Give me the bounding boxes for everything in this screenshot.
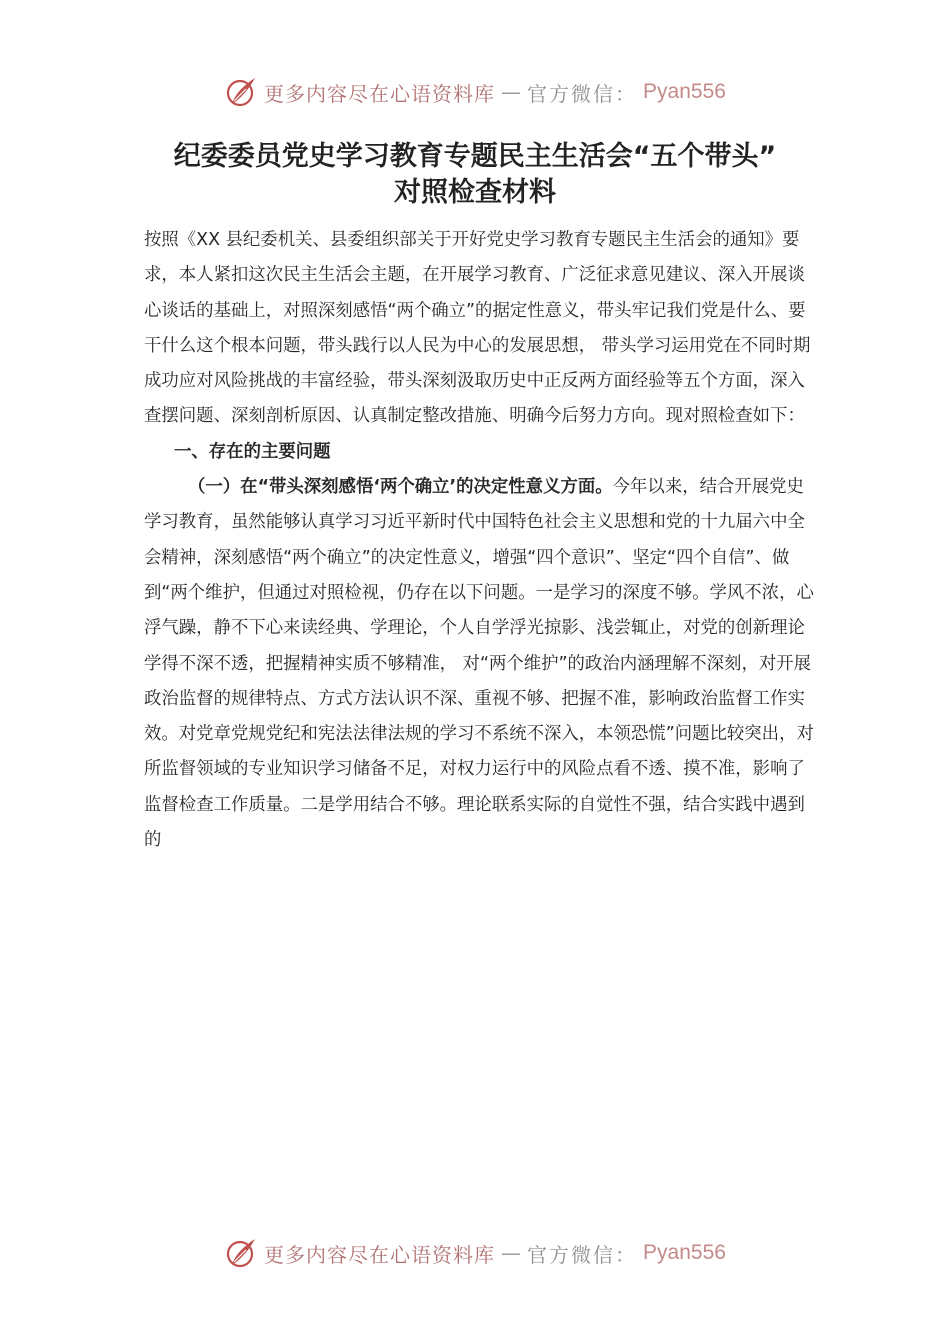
banner-wechat-id: Pyan556 (643, 80, 726, 103)
footer-banner (0, 1233, 950, 1273)
subsection-paragraph (144, 470, 816, 858)
document-title-line1: 纪委委员党史学习教育专题民主生活会“五个带头” (173, 141, 777, 172)
banner-separator: — (501, 1241, 522, 1265)
intro-paragraph: 按照《XX 县纪委机关、县委组织部关于开好党史学习教育专题民主生活会的通知》要求，本人紧扣这次民主生活会主题，在开展学习教育、广泛征求意见建议、深入开展谈心谈话的基础上，对照深刻感悟“两个确立”的据定性意义，带头牢记我们党是什么、要干什么这个根本问题，带头践行以人民为中心的发展思想， 带头学习运用党在不同时期成功应对风险挑战的丰富经验，带头深刻汲取历史中正反两方面经验等五个方面，深入查摆问题、深刻剖析原因、认真制定整改措施、明确今后努力方向。现对照检查如下： (144, 230, 811, 427)
banner-wechat-label: 官方微信： (527, 1242, 638, 1267)
subsection-heading: （一）在“带头深刻感悟‘两个确立’的决定性意义方面。 (188, 477, 613, 498)
banner-brand-text: 更多内容尽在心语资料库 (264, 1242, 496, 1267)
section-heading: 一、存在的主要问题 (174, 441, 331, 462)
header-banner (0, 72, 950, 112)
banner-wechat-id: Pyan556 (643, 1241, 726, 1264)
quill-logo-icon (224, 1236, 258, 1270)
document-title-line2: 对照检查材料 (394, 177, 556, 208)
banner-wechat-label: 官方微信： (527, 81, 638, 106)
subsection-body: 今年以来，结合开展党史学习教育，虽然能够认真学习习近平新时代中国特色社会主义思想和党的十九届六中全会精神，深刻感悟“两个确立”的决定性意义，增强“四个意识”、坚定“四个自信”、做到“两个维护，但通过对照检视，仍存在以下问题。一是学习的深度不够。学风不浓，心浮气躁，静不下心来读经典、学理论，个人自学浮光掠影、浅尝辄止，对党的创新理论学得不深不透，把握精神实质不够精准， 对“两个维护”的政治内涵理解不深刻，对开展政治监督的规律特点、方式方法认识不深、重视不够、把握不准，影响政治监督工作实效。对党章党规党纪和宪法法律法规的学习不系统不深入，本领恐慌”问题比较突出，对所监督领域的专业知识学习储备不足，对权力运行中的风险点看不透、摸不准，影响了监督检查工作质量。二是学用结合不够。理论联系实际的自觉性不强，结合实践中遇到的 (144, 477, 814, 851)
banner-brand-text: 更多内容尽在心语资料库 (264, 81, 496, 106)
document-body (144, 223, 816, 858)
banner-separator: — (501, 80, 522, 104)
quill-logo-icon (224, 75, 258, 109)
